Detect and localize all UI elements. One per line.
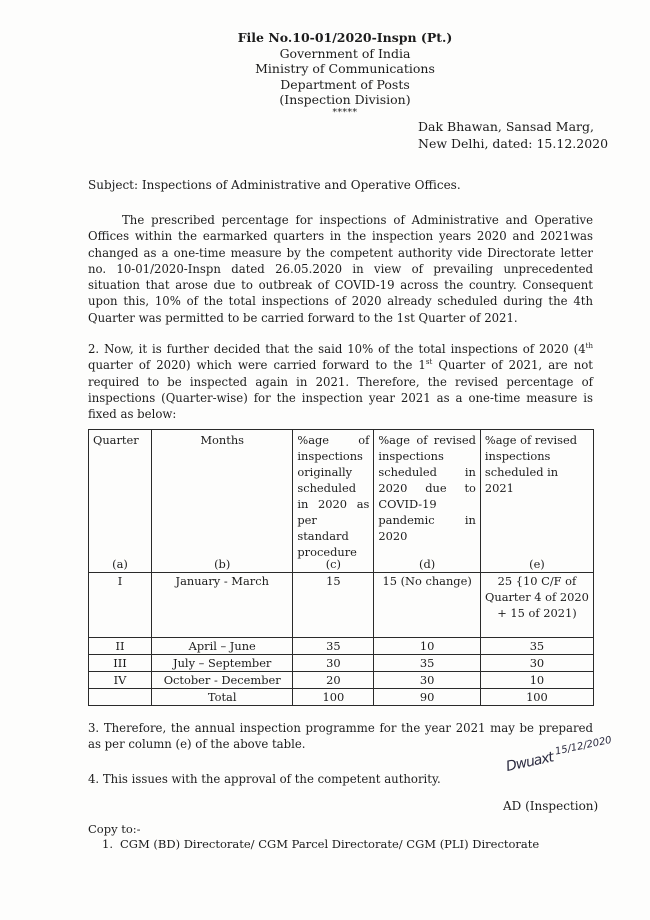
cell-revised-2020: 10	[374, 638, 481, 655]
header-revised-2021	[480, 430, 593, 573]
cell-total-revised-2020: 90	[374, 689, 481, 706]
inspection-percentage-table	[88, 429, 594, 706]
cell-revised-2021: 25 {10 C/F of Quarter 4 of 2020 + 15 of 2021)	[480, 573, 593, 638]
org-department: Department of Posts	[280, 76, 410, 92]
org-division: (Inspection Division)	[279, 92, 411, 108]
paragraph-2-text-b: quarter of 2020) which were carried forward to the 1	[88, 358, 426, 373]
cell-revised-2020: 35	[374, 655, 481, 672]
cell-months: January - March	[152, 573, 293, 638]
column-letter: (a)	[112, 557, 128, 571]
superscript-th: th	[585, 342, 593, 351]
cell-original-2020: 35	[293, 638, 374, 655]
subject-line: Subject: Inspections of Administrative and Operative Offices.	[88, 178, 461, 192]
header-label: %age of revised inspections scheduled in 2021	[484, 433, 577, 495]
table-row	[89, 672, 594, 689]
header-label: %age of revised inspections scheduled in 2020 due to COVID-19 pandemic in 2020	[378, 433, 476, 543]
cell-quarter: I	[89, 573, 152, 638]
cell-revised-2021: 10	[480, 672, 593, 689]
cell-quarter: II	[89, 638, 152, 655]
header-separator: *****	[332, 107, 358, 118]
cell-revised-2021: 35	[480, 638, 593, 655]
table-header-row	[89, 430, 594, 573]
copy-to-label: Copy to:-	[88, 822, 141, 836]
header-label: %age of inspections originally scheduled in 2020 as per standard procedure	[297, 433, 370, 559]
table-row	[89, 655, 594, 672]
cell-revised-2020: 15 (No change)	[374, 573, 481, 638]
paragraph-2	[88, 341, 593, 422]
cell-original-2020: 15	[293, 573, 374, 638]
header-months	[152, 430, 293, 573]
paragraph-1-text: The prescribed percentage for inspections of Administrative and Operative Offices within the earmarked quarters in the inspection years 2020 and 2021was changed as a one-time measure by the competent authority vide Directorate letter no. 10-01/2020-Inspn dated 26.05.2020 in view of prevailing unprecedented situation that arose due to outbreak of COVID-19 across the country. Consequent upon this, 10% of the total inspections of 2020 already scheduled during the 4th Quarter was permitted to be carried forward to the 1st Quarter of 2021.	[88, 213, 593, 325]
cell-empty	[89, 689, 152, 706]
cell-revised-2021: 30	[480, 655, 593, 672]
column-letter: (e)	[529, 557, 545, 571]
column-letter: (d)	[419, 557, 436, 571]
org-ministry: Ministry of Communications	[255, 61, 435, 77]
cell-revised-2020: 30	[374, 672, 481, 689]
paragraph-2-text-a: 2. Now, it is further decided that the said 10% of the total inspections of 2020 (4	[88, 342, 586, 356]
signatory-designation: AD (Inspection)	[503, 799, 599, 813]
cell-original-2020: 30	[293, 655, 374, 672]
paragraph-4: 4. This issues with the approval of the competent authority.	[88, 772, 441, 786]
header-label: Quarter	[93, 433, 139, 447]
table-total-row	[89, 689, 594, 706]
superscript-st: st	[425, 358, 433, 367]
letterhead	[0, 30, 650, 118]
header-label: Months	[200, 433, 245, 447]
cell-total-revised-2021: 100	[480, 689, 593, 706]
column-letter: (b)	[214, 557, 231, 571]
org-government: Government of India	[279, 45, 411, 61]
cell-months: July – September	[152, 655, 293, 672]
signature-scrawl: Dwuaxt	[504, 749, 555, 775]
header-revised-2020	[374, 430, 481, 573]
paragraph-1	[88, 212, 593, 326]
copy-item-text: CGM (BD) Directorate/ CGM Parcel Directorate/ CGM (PLI) Directorate	[120, 837, 540, 851]
copy-to-item	[102, 837, 539, 852]
signature-date: 15/12/2020	[554, 734, 613, 758]
cell-months: April – June	[152, 638, 293, 655]
cell-quarter: III	[89, 655, 152, 672]
cell-months: October - December	[152, 672, 293, 689]
place-and-date: New Delhi, dated: 15.12.2020	[418, 136, 609, 151]
header-quarter	[89, 430, 152, 573]
header-original-2020	[293, 430, 374, 573]
table-row	[89, 638, 594, 655]
cell-total-original-2020: 100	[293, 689, 374, 706]
copy-item-number: 1.	[102, 837, 113, 851]
cell-quarter: IV	[89, 672, 152, 689]
file-number: File No.10-01/2020-Inspn (Pt.)	[237, 30, 453, 45]
column-letter: (c)	[325, 557, 341, 571]
table-row	[89, 573, 594, 638]
address-block	[418, 118, 608, 152]
paragraph-3: 3. Therefore, the annual inspection programme for the year 2021 may be prepared as per column (e) of the above table.	[88, 721, 593, 752]
paragraph-2-text-c: Quarter of 2021, are not required to be inspected again in 2021. Therefore, the revised percentage of inspections (Quarter-wise) for the inspection year 2021 as a one-time measure is fixed as below:	[88, 358, 593, 422]
address-line: Dak Bhawan, Sansad Marg,	[418, 119, 594, 134]
cell-total-label: Total	[152, 689, 293, 706]
cell-original-2020: 20	[293, 672, 374, 689]
